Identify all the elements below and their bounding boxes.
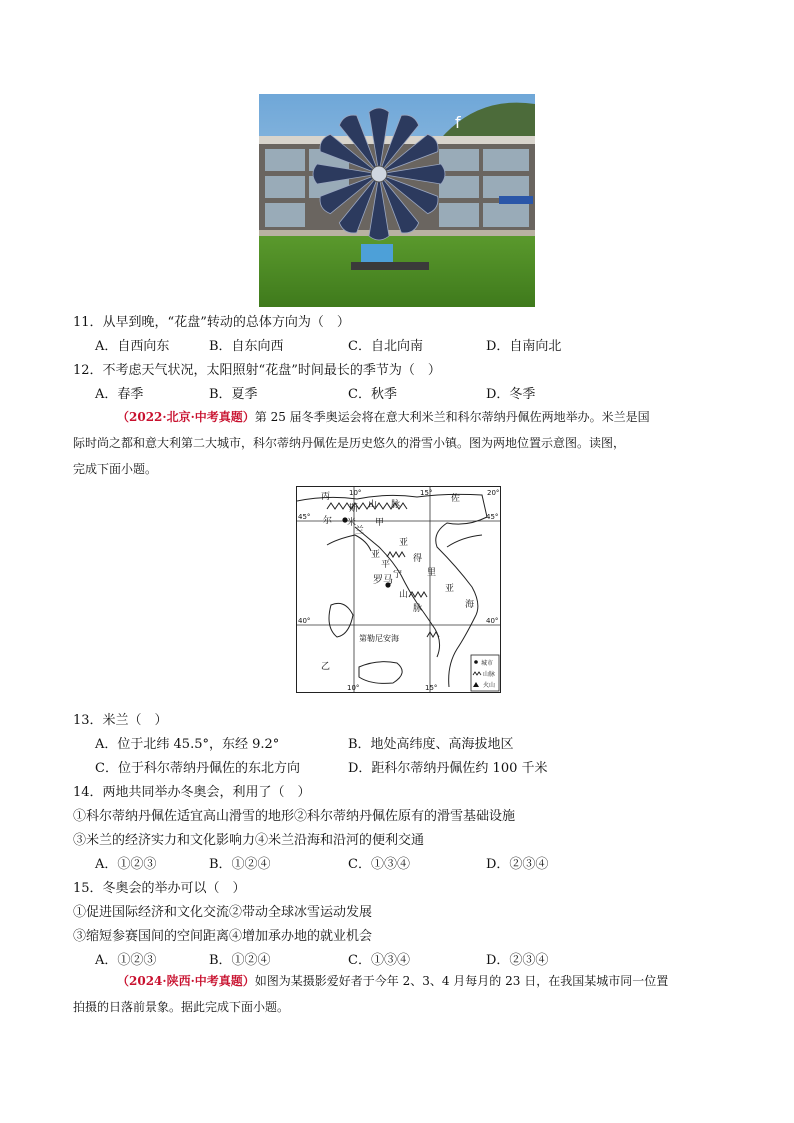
- label-si: 斯: [349, 504, 359, 514]
- map-legend: [471, 655, 499, 691]
- tick-lat45-left: 45°: [298, 513, 311, 521]
- q11-option-d[interactable]: D．自南向北: [486, 339, 562, 354]
- intro-1-text: 第 25 届冬季奥运会将在意大利米兰和科尔蒂纳丹佩佐两地举办。米兰是国: [254, 410, 650, 424]
- question-15-stem: 15．冬奥会的举办可以（ ）: [73, 881, 246, 896]
- intro-2-line-2: 拍摄的日落前景象。据此完成下面小题。: [73, 1000, 290, 1014]
- q14-statements-1: ①科尔蒂纳丹佩佐适宜高山滑雪的地形②科尔蒂纳丹佩佐原有的滑雪基础设施: [73, 809, 516, 824]
- q12-option-a[interactable]: A．春季: [95, 387, 144, 402]
- label-hai: 海: [465, 600, 475, 610]
- label-lan: 兰: [355, 526, 365, 536]
- q14-option-d[interactable]: D．②③④: [486, 857, 549, 872]
- label-mai: 脉: [391, 500, 401, 510]
- legend-city: 城市: [481, 660, 494, 667]
- q15-option-d[interactable]: D．②③④: [486, 953, 549, 968]
- label-zuo: 佐: [451, 494, 461, 504]
- label-ya2: 亚: [445, 584, 455, 594]
- label-ning: 宁: [393, 570, 403, 580]
- solar-flower-photo: [259, 94, 535, 307]
- question-13-stem: 13．米兰（ ）: [73, 713, 168, 728]
- tick-lat40-left: 40°: [298, 617, 311, 625]
- intro-1-line-3: 完成下面小题。: [73, 462, 158, 476]
- label-er: 尔: [323, 516, 333, 526]
- source-tag: （2022·北京·中考真题）: [117, 410, 255, 424]
- map-svg: [297, 487, 500, 692]
- intro-2-text: 如图为某摄影爱好者于今年 2、3、4 月每月的 23 日，在我国某城市同一位置: [254, 974, 669, 988]
- label-bing: 丙: [321, 492, 331, 502]
- label-luoma: 罗马: [373, 575, 393, 586]
- q14-option-a[interactable]: A．①②③: [95, 857, 157, 872]
- label-li: 里: [427, 568, 437, 578]
- tick-lon15-top: 15°: [420, 489, 433, 497]
- q13-option-c[interactable]: C．位于科尔蒂纳丹佩佐的东北方向: [95, 761, 300, 776]
- q12-option-c[interactable]: C．秋季: [348, 387, 397, 402]
- q15-statements-1: ①促进国际经济和文化交流②带动全球冰雪运动发展: [73, 905, 373, 920]
- q15-statements-2: ③缩短参赛国间的空间距离④增加承办地的就业机会: [73, 929, 373, 944]
- q12-option-b[interactable]: B．夏季: [209, 387, 258, 402]
- solar-flower-illustration: [259, 94, 535, 307]
- q14-option-c[interactable]: C．①③④: [348, 857, 410, 872]
- label-tyrrhenian-sea: 第勒尼安海: [359, 634, 399, 643]
- source-tag-2: （2024·陕西·中考真题）: [117, 974, 255, 988]
- label-ping: 平: [381, 560, 391, 570]
- q12-option-d[interactable]: D．冬季: [486, 387, 536, 402]
- tick-lon10-bottom: 10°: [347, 684, 360, 692]
- question-14-stem: 14．两地共同举办冬奥会，利用了（ ）: [73, 785, 311, 800]
- label-shan2: 山: [399, 590, 409, 600]
- label-shan: 山: [368, 500, 378, 510]
- q11-option-c[interactable]: C．自北向南: [348, 339, 423, 354]
- label-mi: 米: [347, 518, 357, 528]
- tick-lat45-right: 45°: [486, 513, 499, 521]
- italy-location-map: [296, 486, 501, 693]
- label-de: 得: [413, 554, 423, 564]
- label-ya3: 亚: [371, 550, 381, 560]
- q15-option-a[interactable]: A．①②③: [95, 953, 157, 968]
- legend-volcano: 火山: [483, 682, 496, 689]
- q11-option-b[interactable]: B．自东向西: [209, 339, 284, 354]
- label-jia: 甲: [375, 518, 385, 528]
- legend-mountain: 山脉: [483, 671, 496, 678]
- q14-statements-2: ③米兰的经济实力和文化影响力④米兰沿海和沿河的便利交通: [73, 833, 425, 848]
- label-yi: 乙: [321, 662, 331, 672]
- q11-option-a[interactable]: A．自西向东: [95, 339, 170, 354]
- q15-option-c[interactable]: C．①③④: [348, 953, 410, 968]
- q13-option-b[interactable]: B．地处高纬度、高海拔地区: [348, 737, 514, 752]
- intro-2-line-1: [117, 968, 668, 994]
- question-11-stem: 11．从早到晚，“花盘”转动的总体方向为（ ）: [73, 315, 350, 330]
- label-ya1: 亚: [399, 538, 409, 548]
- tick-lon15-bottom: 15°: [425, 684, 438, 692]
- question-12-stem: 12．不考虑天气状况，太阳照射“花盘”时间最长的季节为（ ）: [73, 363, 441, 378]
- tick-lat40-right: 40°: [486, 617, 499, 625]
- watermark-text: f: [455, 113, 461, 132]
- intro-1-line-1: [117, 404, 650, 430]
- q13-option-a[interactable]: A．位于北纬 45.5°，东经 9.2°: [95, 737, 280, 752]
- q15-option-b[interactable]: B．①②④: [209, 953, 271, 968]
- tick-lon10-top: 10°: [349, 489, 362, 497]
- tick-lon20-top: 20°: [487, 489, 500, 497]
- q14-option-b[interactable]: B．①②④: [209, 857, 271, 872]
- q13-option-d[interactable]: D．距科尔蒂纳丹佩佐约 100 千米: [348, 761, 548, 776]
- label-mai2: 脉: [413, 604, 423, 614]
- intro-1-line-2: 际时尚之都和意大利第二大城市，科尔蒂纳丹佩佐是历史悠久的滑雪小镇。图为两地位置示意图。读图，: [73, 436, 626, 450]
